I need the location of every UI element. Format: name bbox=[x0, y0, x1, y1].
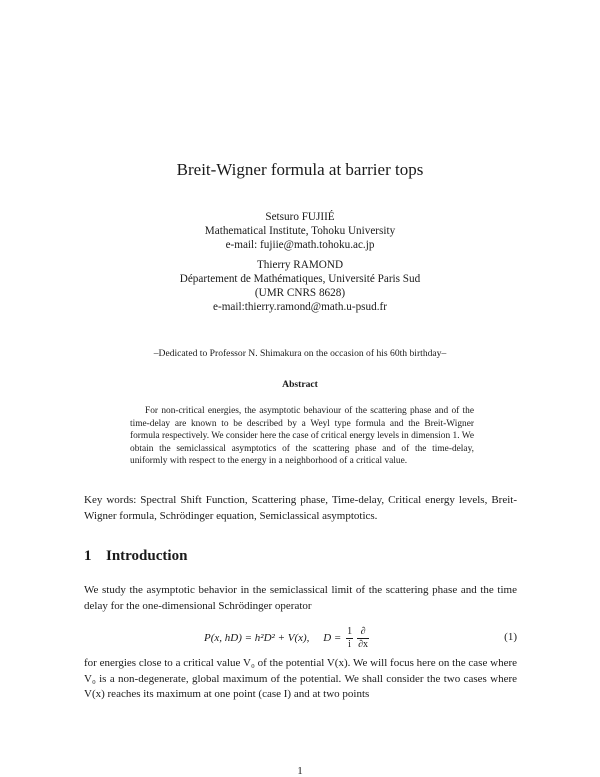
abstract-body: For non-critical energies, the asymptotic behaviour of the scattering phase and of the time-delay are known to be described by a Weyl type formula and the Breit-Wigner formula respectively. We consider here the case of critical energy levels in dimension 1. We obtain the semiclassical asymptotics of the scattering phase and of the time-delay, uniformly with respect to the energy in a neighborhood of a critical value. bbox=[130, 406, 474, 467]
dedication: –Dedicated to Professor N. Shimakura on the occasion of his 60th birthday– bbox=[153, 348, 447, 359]
intro-paragraph-2: for energies close to a critical value V₀ of the potential V(x). We will focus here on the case where V₀ is a non-degenerate, global maximum of the potential. We shall consider the two cases where V(x) reaches its maximum at one point (case I) and at two points bbox=[84, 657, 517, 700]
fraction-one-over-i bbox=[346, 626, 353, 651]
author-2-extra: (UMR CNRS 8628) bbox=[254, 287, 346, 299]
author-1-affiliation: Mathematical Institute, Tohoku University bbox=[204, 225, 396, 237]
equation-1 bbox=[84, 622, 517, 652]
fraction-numerator: 1 bbox=[347, 626, 353, 637]
keywords: Key words: Spectral Shift Function, Scattering phase, Time-delay, Critical energy levels, Breit-Wigner formula, Schrödinger equation, Semiclassical asymptotics. bbox=[84, 494, 517, 522]
section-title: Introduction bbox=[106, 548, 188, 564]
equation-body bbox=[204, 626, 371, 651]
fraction-denominator: ∂x bbox=[358, 639, 369, 650]
fraction-numerator: ∂ bbox=[357, 626, 369, 639]
section-number: 1 bbox=[84, 548, 92, 564]
author-1-email: e-mail: fujiie@math.tohoku.ac.jp bbox=[225, 239, 375, 251]
fraction-partial-derivative bbox=[357, 626, 369, 651]
author-2-email: e-mail:thierry.ramond@math.u-psud.fr bbox=[213, 301, 387, 313]
author-2-name: Thierry RAMOND bbox=[256, 259, 344, 271]
author-1-name: Setsuro FUJIIÉ bbox=[265, 211, 335, 223]
section-heading bbox=[84, 548, 187, 565]
equation-d-symbol: D = bbox=[323, 632, 342, 645]
intro-paragraph-1: We study the asymptotic behavior in the semiclassical limit of the scattering phase and the time delay for the one-dimensional Schrödinger operator bbox=[84, 584, 517, 612]
author-2-affiliation: Département de Mathématiques, Université Paris Sud bbox=[179, 273, 421, 285]
equation-lhs: P(x, hD) = h²D² + V(x), bbox=[204, 632, 310, 645]
equation-number: (1) bbox=[504, 631, 517, 643]
fraction-denominator: i bbox=[348, 639, 351, 650]
abstract-heading: Abstract bbox=[282, 379, 318, 390]
page-number: 1 bbox=[297, 765, 303, 777]
paper-title: Breit-Wigner formula at barrier tops bbox=[176, 160, 424, 179]
